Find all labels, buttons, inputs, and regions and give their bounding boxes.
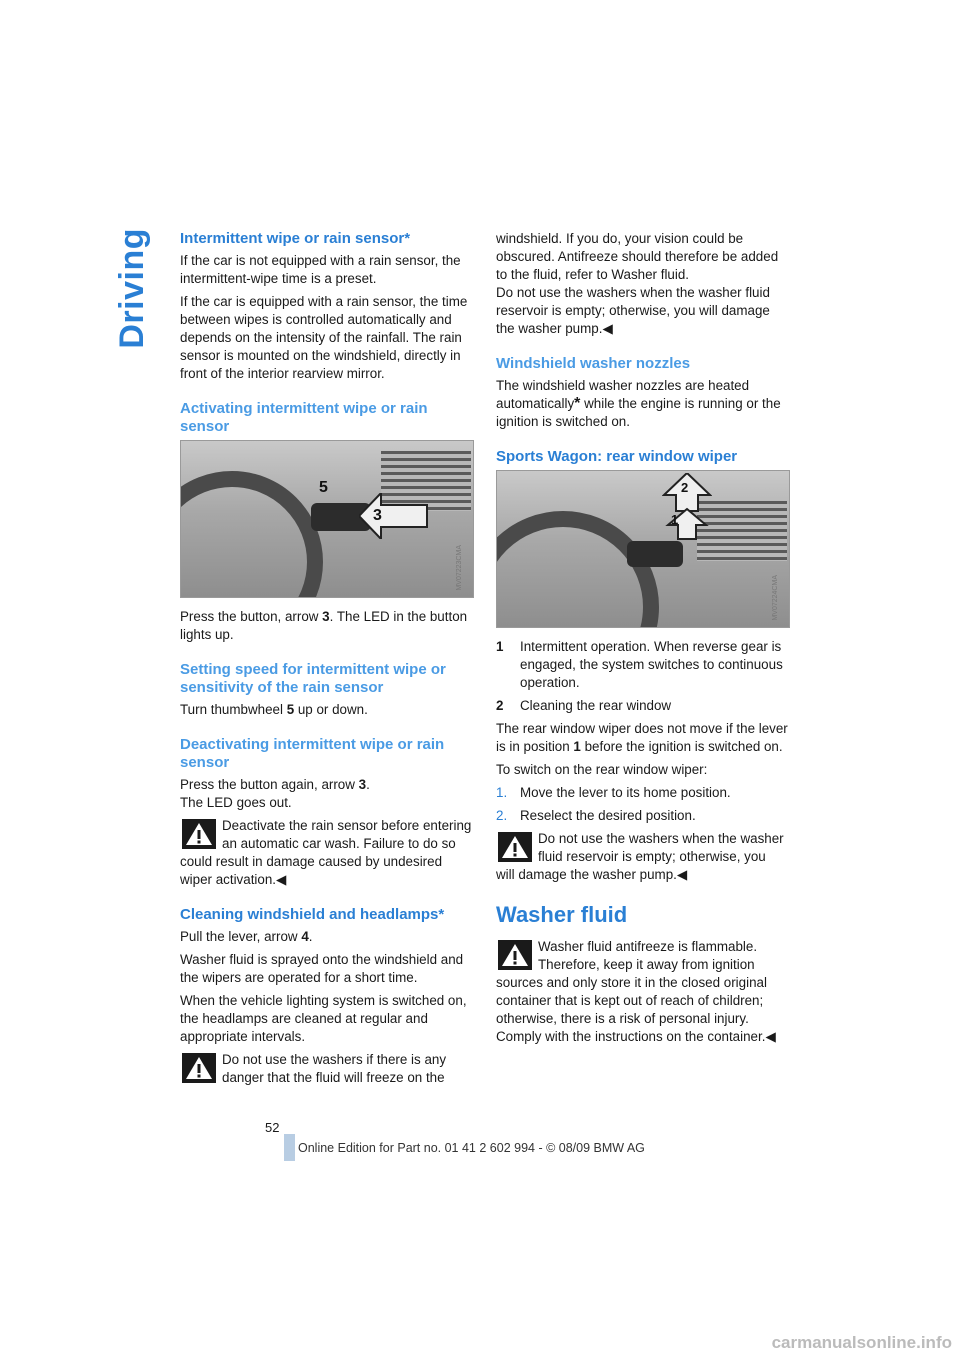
warning-note: Washer fluid antifreeze is flammable. Therefore, keep it away from ignition sources and only store it in the closed original container that is kept out of reach of children; otherwise, there is a risk of personal injury. Comply with the instructions on the container.◀ [496, 939, 776, 1044]
heading-intermittent-wipe: Intermittent wipe or rain sensor* [180, 230, 411, 247]
warning-note: Do not use the washers when the washer fluid reservoir is empty; otherwise, you will damage the washer pump.◀ [496, 831, 784, 882]
figure-wiper-lever-photo [180, 440, 474, 598]
paragraph: windshield. If you do, your vision could be obscured. Antifreeze should therefore be added to the fluid, refer to Washer fluid. [496, 231, 779, 282]
warning-note: Do not use the washers if there is any danger that the fluid will freeze on the [180, 1051, 472, 1087]
paragraph: The rear window wiper does not move if the lever is in position 1 before the ignition is switched on. [496, 721, 788, 754]
paragraph: If the car is not equipped with a rain sensor, the intermittent-wipe time is a preset. [180, 253, 461, 286]
warning-triangle-icon [182, 819, 216, 849]
paragraph: If the car is equipped with a rain sensor, the time between wipes is controlled automatically and depends on the intensity of the rainfall. The rain sensor is mounted on the windshield, directly in front of the interior rearview mirror. [180, 294, 468, 381]
position-list [496, 638, 788, 715]
steps-list [496, 784, 788, 825]
list-item: 2 Cleaning the rear window [496, 698, 672, 713]
paragraph: Press the button, arrow 3. The LED in the button lights up. [180, 609, 468, 642]
heading-cleaning: Cleaning windshield and headlamps* [180, 906, 445, 923]
paragraph: Turn thumbwheel 5 up or down. [180, 702, 368, 717]
watermark: carmanualsonline.info [771, 1333, 952, 1352]
list-item: 1. Move the lever to its home position. [496, 785, 731, 800]
heading-washer-fluid: Washer fluid [496, 902, 628, 927]
arrow-icon [359, 493, 429, 539]
list-item: 1 Intermittent operation. When reverse gear is engaged, the system switches to continuous operation. [496, 639, 783, 690]
paragraph: Do not use the washers when the washer fluid reservoir is empty; otherwise, you will damage the washer pump.◀ [496, 285, 770, 336]
paragraph: To switch on the rear window wiper: [496, 762, 708, 777]
callout-1: 1 [671, 512, 679, 527]
paragraph: When the vehicle lighting system is switched on, the headlamps are cleaned at regular and appropriate intervals. [180, 993, 467, 1044]
page-number: 52 [265, 1120, 280, 1135]
right-column [496, 230, 788, 1051]
paragraph: Press the button again, arrow 3. [180, 777, 370, 792]
heading-rear-wiper: Sports Wagon: rear window wiper [496, 448, 738, 465]
left-column [180, 230, 472, 1092]
callout-3: 3 [373, 507, 382, 524]
warning-triangle-icon [498, 940, 532, 970]
paragraph: Washer fluid is sprayed onto the windshield and the wipers are operated for a short time. [180, 952, 464, 985]
heading-washer-nozzles: Windshield washer nozzles [496, 355, 691, 372]
heading-setting-speed: Setting speed for intermittent wipe or sensitivity of the rain sensor [180, 661, 446, 696]
warning-note: Deactivate the rain sensor before entering an automatic car wash. Failure to do so could result in damage caused by undesired wiper activation.◀ [180, 818, 472, 887]
heading-activating: Activating intermittent wipe or rain sensor [180, 400, 428, 435]
footer-bar [284, 1134, 295, 1161]
chapter-tab: Driving [113, 228, 151, 349]
footer-edition: Online Edition for Part no. 01 41 2 602 994 - © 08/09 BMW AG [298, 1141, 645, 1155]
figure-rear-wiper-photo [496, 470, 790, 628]
callout-5: 5 [319, 479, 328, 496]
callout-2: 2 [681, 480, 689, 495]
list-item: 2. Reselect the desired position. [496, 808, 696, 823]
warning-triangle-icon [182, 1053, 216, 1083]
figure-code: MV07224CMA [772, 575, 779, 621]
warning-triangle-icon [498, 832, 532, 862]
paragraph: The LED goes out. [180, 795, 292, 810]
paragraph: Pull the lever, arrow 4. [180, 929, 313, 944]
paragraph: The windshield washer nozzles are heated automatically* while the engine is running or the ignition is switched on. [496, 378, 781, 429]
heading-deactivating: Deactivating intermittent wipe or rain sensor [180, 736, 445, 771]
figure-code: MV07223CMA [456, 545, 463, 591]
